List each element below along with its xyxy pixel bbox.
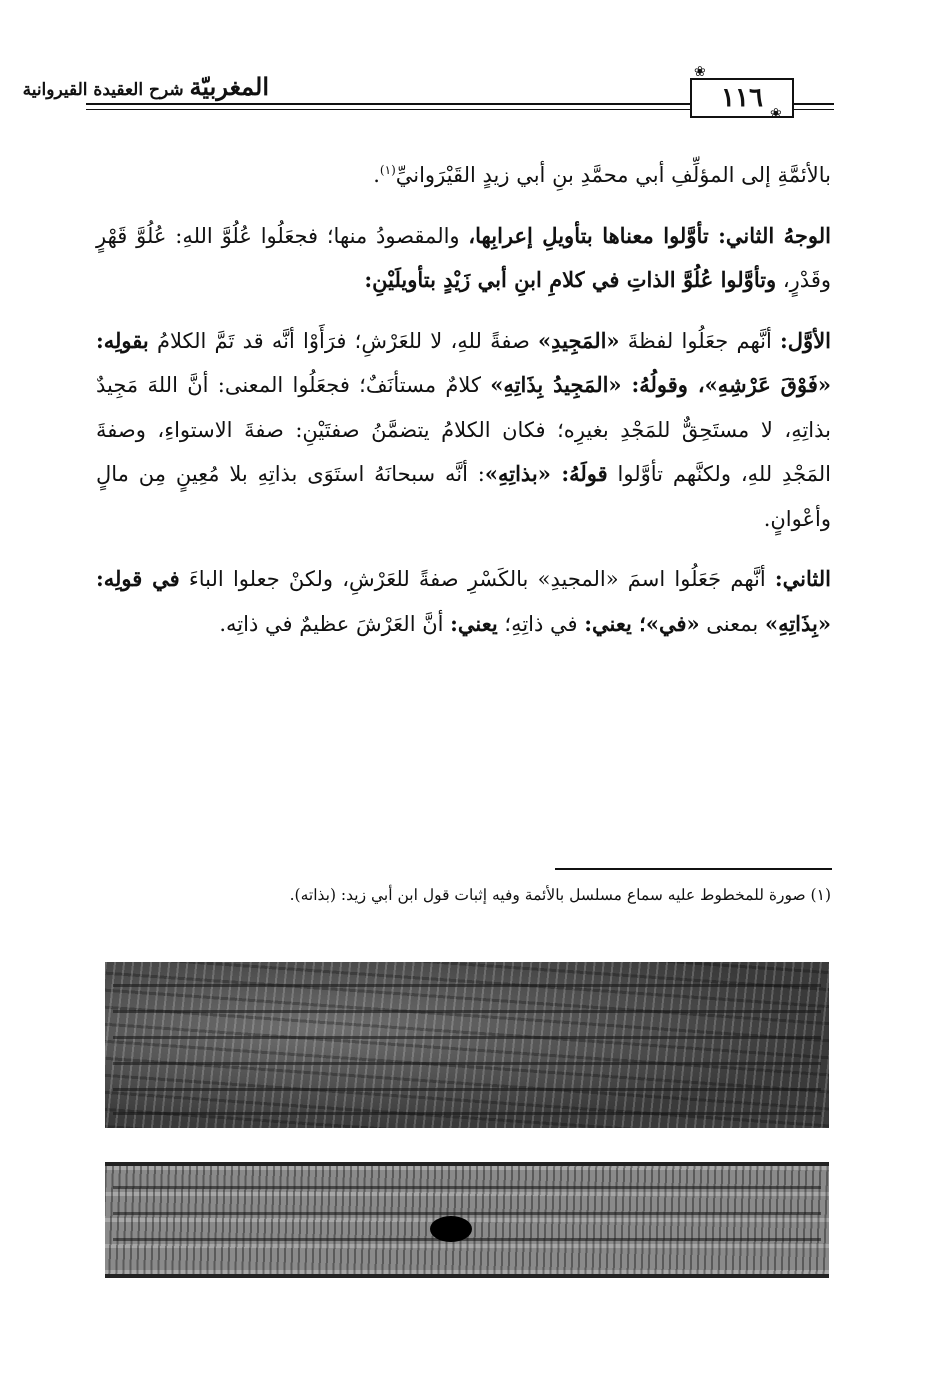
paragraph-3: الأوَّل: أنَّهم جعَلُوا لفظةَ «المَجِيدِ» صفةً للهِ، لا للعَرْشِ؛ فرَأَوْا أنَّه قد تَمَّ الكلامُ بقولِه: «فَوْقَ عَرْشِهِ»، وقولُهُ: «المَجِيدُ بِذَاتِهِ» كلامٌ مستأنَفٌ؛ فجعَلُوا المعنى: أنَّ اللهَ مَجِيدٌ بذاتِهِ، لا مستَحِقٌّ للمَجْدِ بغيرِه؛ فكان الكلامُ يتضمَّنُ صفتَيْنِ: صفةَ الاستواءِ، وصفةَ المَجْدِ للهِ، ولكنَّهم تأوَّلوا قولَهُ: «بذاتِهِ»: أنَّه سبحانَهُ استَوَى بذاتِهِ بلا مُعِينٍ مِن مالٍ وأعْوانٍ. [96,327,832,531]
manuscript-handwriting [105,962,829,1128]
header-rule-bottom [86,109,690,110]
manuscript-image-2 [105,1162,829,1278]
main-text [96,148,831,662]
header-rule-right [790,103,834,105]
footnote-separator [555,868,832,870]
ornament-icon: ❀ [770,106,782,122]
paragraph-1: بالأئمَّةِ إلى المؤلِّفِ أبي محمَّدِ بنِ أبي زيدٍ القَيْرَوانيِّ$^{(١)}$. [373,163,831,187]
ornament-icon: ❀ [694,64,706,80]
book-title: المغربيّة [189,72,269,101]
footnote: (١) صورة للمخطوط عليه سماع مسلسل بالأئمة وفيه إثبات قول ابن أبي زيد: (بذاته). [289,886,831,904]
running-header-title [23,72,269,101]
footnote-reference: (١) [379,163,396,177]
header-rule-top [86,103,690,105]
book-subtitle: شرح العقيدة القيروانية [22,80,184,100]
header-rule-right-2 [790,109,834,110]
page-number: ١١٦ [721,83,763,113]
paragraph-4: الثاني: أنَّهم جَعَلُوا اسمَ «المجيدِ» بالكَسْرِ صفةً للعَرْشِ، ولكنْ جعلوا الباءَ في قولِه: «بِذَاتِهِ» بمعنى «في»؛ يعني: في ذاتِهِ؛ يعني: أنَّ العَرْشَ عظيمٌ في ذاتِه. [96,566,831,636]
paragraph-2: الوجهُ الثاني: تأوَّلوا معناها بتأويلِ إعرابِها، والمقصودُ منها؛ فجعَلُوا عُلُوَّ اللهِ: عُلُوَّ قَهْرٍ وقَدْرٍ، وتأوَّلوا عُلُوَّ الذاتِ في كلامِ ابنِ أبي زَيْدٍ بتأويلَيْنِ: [96,222,831,292]
ink-blot [430,1216,472,1242]
manuscript-image-1 [105,962,829,1128]
